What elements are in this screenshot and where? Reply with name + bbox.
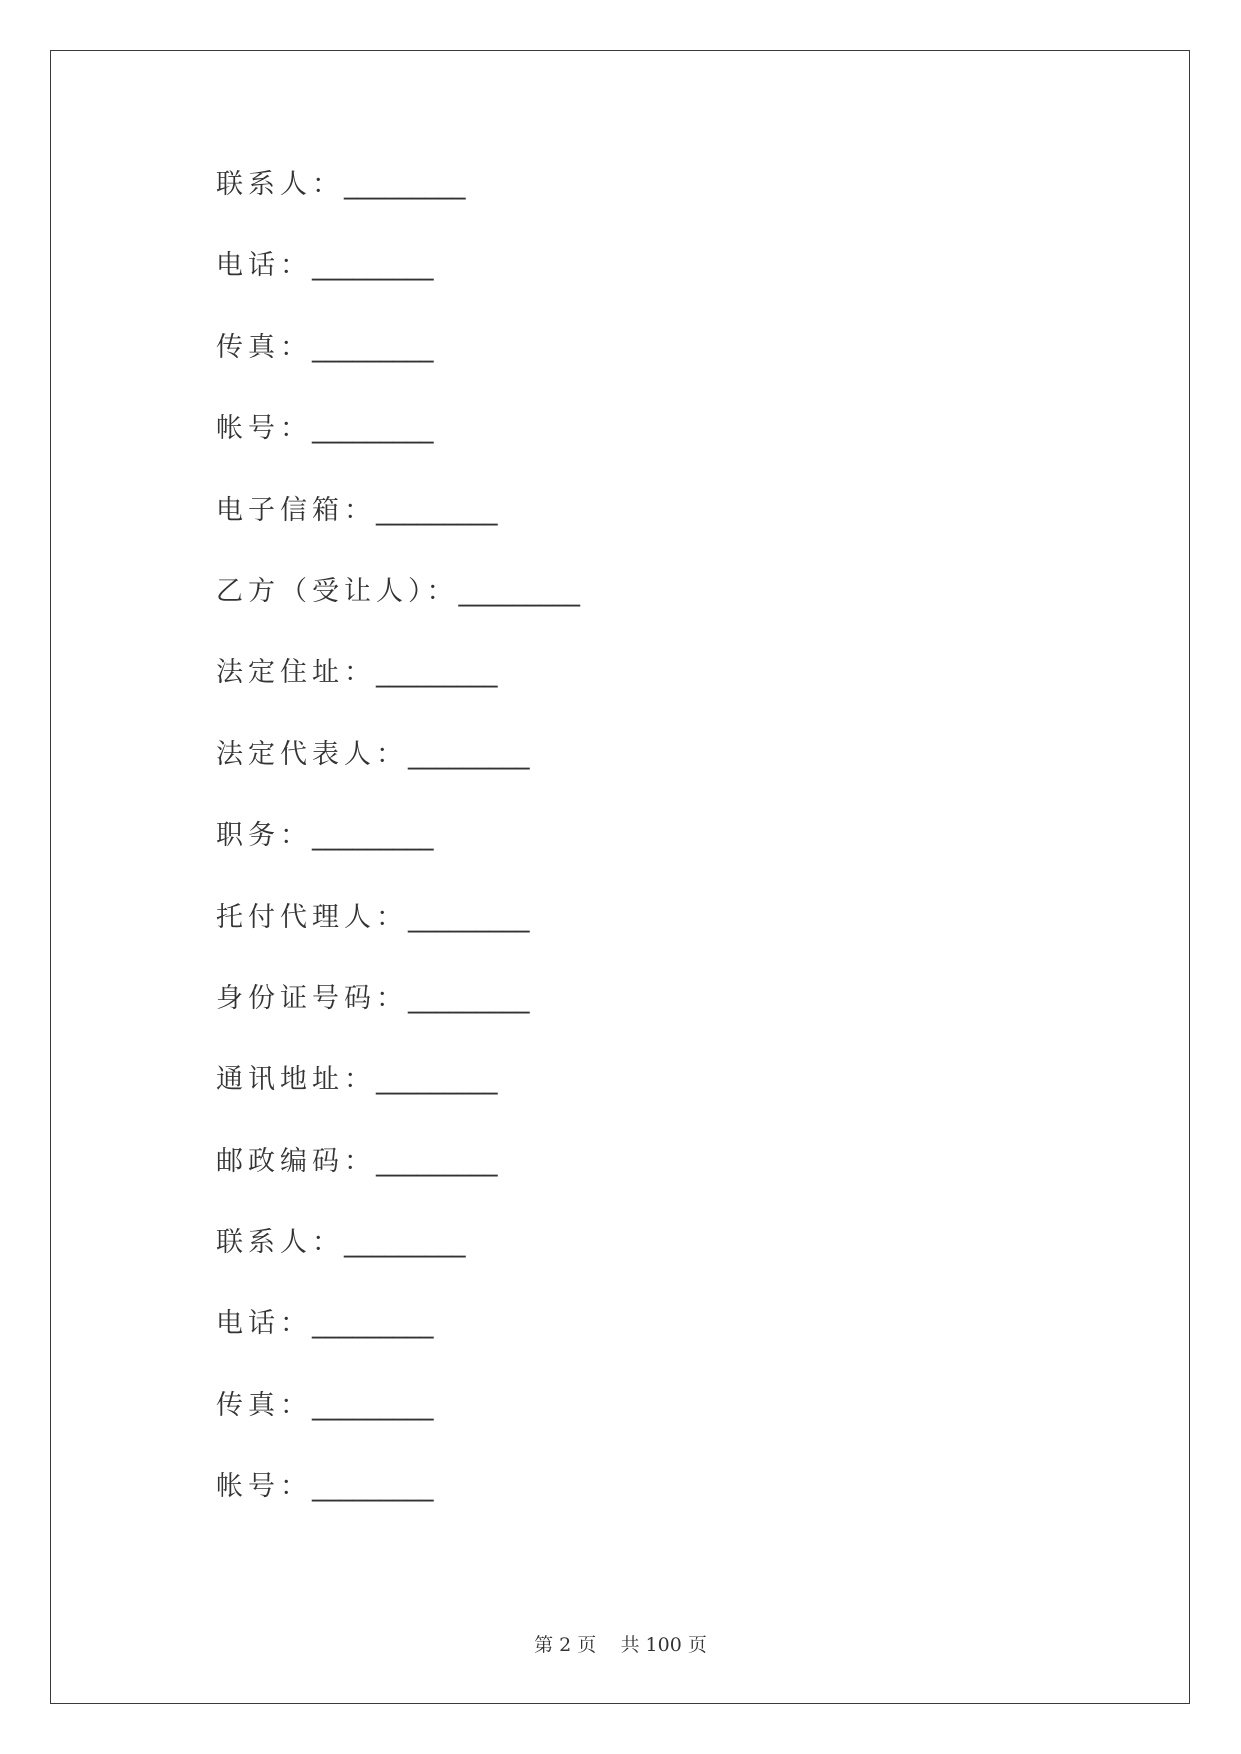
field-label: 电话：: [216, 1308, 312, 1340]
field-account-b: [216, 1467, 580, 1548]
field-blank: _________: [312, 413, 434, 445]
page-total: 共 100 页: [620, 1634, 707, 1656]
field-blank: _________: [344, 1227, 466, 1259]
field-blank: _________: [376, 657, 498, 689]
field-blank: _________: [312, 1471, 434, 1503]
field-id-number: [216, 979, 580, 1060]
page-number: 第 2 页: [534, 1634, 597, 1656]
field-label: 帐号：: [216, 413, 312, 445]
field-label: 帐号：: [216, 1471, 312, 1503]
field-label: 联系人：: [216, 169, 344, 200]
field-legal-address: [216, 653, 580, 734]
field-label: 乙方（受让人）：: [216, 575, 459, 607]
field-label: 法定代表人：: [216, 738, 408, 770]
field-label: 身份证号码：: [216, 982, 408, 1014]
field-label: 联系人：: [216, 1227, 344, 1259]
field-phone-a: [216, 246, 580, 327]
field-blank: _________: [312, 1308, 434, 1340]
field-label: 法定住址：: [216, 657, 376, 689]
field-blank: _________: [312, 331, 434, 363]
field-blank: _________: [408, 738, 530, 770]
field-contact-person-a: [216, 165, 580, 246]
field-authorized-agent: [216, 898, 580, 979]
contact-fields: [216, 165, 580, 1549]
field-fax-b: [216, 1386, 580, 1467]
field-blank: _________: [312, 820, 434, 852]
field-blank: _________: [458, 575, 580, 607]
field-blank: _________: [408, 982, 530, 1014]
field-label: 托付代理人：: [216, 901, 408, 933]
field-label: 邮政编码：: [216, 1145, 376, 1177]
field-postal-code: [216, 1142, 580, 1223]
field-label: 传真：: [216, 1389, 312, 1421]
field-label: 传真：: [216, 331, 312, 363]
field-blank: _________: [408, 901, 530, 933]
field-blank: _________: [376, 1145, 498, 1177]
field-email-a: [216, 491, 580, 572]
field-label: 电子信箱：: [216, 494, 376, 526]
field-blank: _________: [376, 494, 498, 526]
page-footer: [0, 1630, 1241, 1657]
field-contact-person-b: [216, 1223, 580, 1304]
field-fax-a: [216, 328, 580, 409]
field-phone-b: [216, 1304, 580, 1385]
field-blank: _________: [376, 1064, 498, 1096]
field-label: 电话：: [216, 250, 312, 282]
field-label: 职务：: [216, 820, 312, 852]
field-account-a: [216, 409, 580, 490]
field-blank: _________: [312, 1389, 434, 1421]
field-party-b: [216, 572, 580, 653]
field-legal-representative: [216, 735, 580, 816]
field-blank: _________: [312, 250, 434, 282]
field-position: [216, 816, 580, 897]
field-blank: _________: [344, 169, 466, 200]
field-label: 通讯地址：: [216, 1064, 376, 1096]
field-mailing-address: [216, 1060, 580, 1141]
